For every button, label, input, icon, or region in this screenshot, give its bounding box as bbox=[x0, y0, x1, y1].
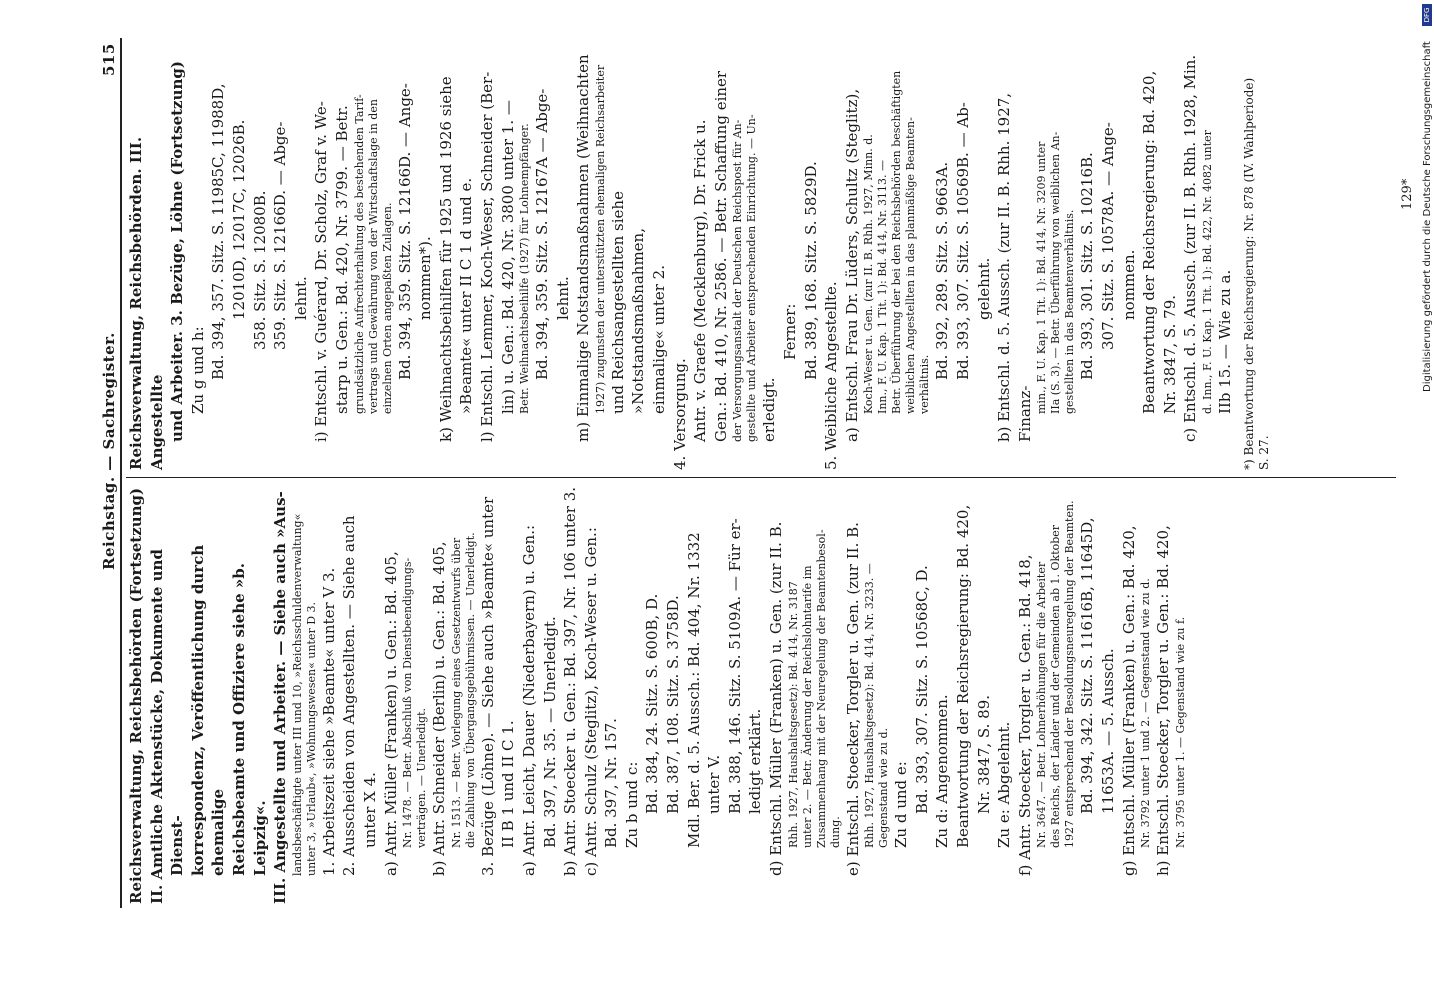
note-line: Zusammenhang mit der Neuregelung der Beamtenbesol- bbox=[814, 529, 828, 848]
footnote: S. 27. bbox=[1256, 435, 1271, 470]
list-item: a) Entschl. Frau Dr. Lüders, Schultz (Steglitz), bbox=[842, 88, 861, 442]
list-item: Ferner: bbox=[781, 303, 800, 360]
list-item: Reichsbeamte und Offiziere siehe »b. Leipzig«. bbox=[229, 563, 269, 876]
list-item: Bd. 394, 359. Sitz. S. 12167A — Abge- bbox=[533, 88, 552, 380]
list-item: 11653A. — 5. Aussch. bbox=[1098, 648, 1117, 814]
note-line: Nr. 1513. — Betr. Vorlegung eines Gesetzentwurfs über bbox=[449, 537, 463, 848]
list-item: II B 1 und II C 1. bbox=[499, 720, 518, 848]
sheet-signature: 129* bbox=[1400, 178, 1415, 210]
left-column bbox=[126, 484, 1188, 904]
note-line: gestellten in das Beamtenverhältnis. bbox=[1063, 209, 1077, 414]
list-item: Bd. 397, Nr. 157. bbox=[602, 718, 621, 848]
digitization-credit: Digitalisierung gefördert durch die Deutsche Forschungsgemeinschaft bbox=[1422, 41, 1433, 392]
list-item: Beantwortung der Reichsregierung: Bd. 420, bbox=[954, 504, 972, 848]
list-item: e) Entschl. Stoecker, Torgler u. Gen. (zur II. B. bbox=[843, 522, 862, 876]
note-line: vertrags und Gewährung von der Wirtschaftslage in den bbox=[366, 99, 380, 414]
note-line: IIa (S. 3). — Betr. Überführung von weiblichen An- bbox=[1049, 131, 1063, 414]
note-line: weiblichen Angestellten in das planmäßige Beamten- bbox=[904, 117, 918, 414]
note-line: grundsätzliche Aufrechterhaltung des bestehenden Tarif- bbox=[352, 94, 366, 414]
note-line: Gegenstand wie zu d. bbox=[877, 727, 891, 848]
list-item: 359. Sitz. S. 12166D. — Abge- bbox=[271, 121, 290, 350]
note-line: dung. bbox=[828, 816, 842, 848]
list-item: ledigt erklärt. bbox=[746, 708, 765, 814]
note-line: Betr. Überführung der bei den Reichsbehörden beschäftigten bbox=[890, 70, 904, 414]
list-item: a) Antr. Müller (Franken) u. Gen.: Bd. 405, bbox=[381, 551, 400, 876]
note-line: Rhh. 1927, Haushaltsgesetz): Bd. 414, Nr. 3187 bbox=[786, 581, 800, 848]
list-item: Zu g und h: bbox=[188, 326, 207, 414]
list-item: Nr. 3847, S. 79. bbox=[1160, 294, 1179, 414]
note-line: einzelnen Orten angepaßten Zulagen. bbox=[380, 202, 394, 414]
note-line: Nr. 3792 unter 1 und 2. — Gegenstand wie zu d. bbox=[1139, 578, 1153, 848]
list-item: nommen*). bbox=[416, 236, 435, 320]
note-line: Inn., F. U. Kap. 1 Tit. 1): Bd. 414, Nr. 3113. — bbox=[876, 160, 890, 414]
section-heading: 4. Versorgung. bbox=[670, 358, 689, 470]
list-item: Antr. v. Graefe (Mecklenburg), Dr. Frick u. bbox=[691, 119, 710, 442]
note-line: Nr. 3647. — Betr. Lohnerhöhungen für die Arbeiter bbox=[1035, 561, 1049, 848]
note-line: die Zahlung von Übergangsgebührnissen. — Unerledigt. bbox=[463, 532, 477, 848]
list-item: 1. Arbeitszeit siehe »Beamte« unter V 3. bbox=[319, 567, 338, 876]
list-item: Zu d: Angenommen. bbox=[933, 694, 952, 848]
list-item: lin) u. Gen.: Bd. 420, Nr. 3800 unter 1. — bbox=[498, 100, 517, 414]
list-item: l) Entschl. Lemmer, Koch-Weser, Schneider (Ber- bbox=[477, 71, 496, 442]
note-line: 1927 entsprechend der Besoldungsneuregelung der Beamten. bbox=[1063, 500, 1077, 848]
note-line: 1927) zugunsten der unterstützten ehemaligen Reichsarbeiter bbox=[593, 64, 607, 414]
list-item: Bd. 388, 146. Sitz. S. 5109A. — Für er- bbox=[725, 518, 744, 814]
list-item: Gen.: Bd. 410, Nr. 2586. — Betr. Schaffung einer bbox=[711, 70, 730, 442]
list-item: IIb 15. — Wie zu a. bbox=[1215, 269, 1234, 414]
list-item: h) Entschl. Stoecker, Torgler u. Gen.: Bd. 420, bbox=[1154, 525, 1173, 876]
note-line: min., F. U. Kap. 1 Tit. 1): Bd. 414, Nr. 3209 unter bbox=[1035, 141, 1049, 414]
note-line: verhältnis. bbox=[918, 354, 932, 414]
list-item: einmalige« unter 2. bbox=[650, 265, 669, 414]
list-item: c) Entschl. d. 5. Aussch. (zur II. B. Rhh. 1928, Min. bbox=[1181, 54, 1200, 442]
section-heading: Reichsverwaltung, Reichsbehörden. III. Angestellte bbox=[127, 136, 166, 470]
note-line: Rhh. 1927, Haushaltsgesetz): Bd. 414, Nr. 3233. — bbox=[863, 563, 877, 848]
footnote: *) Beantwortung der Reichsregierung: Nr. 878 (IV. Wahlperiode) bbox=[1241, 77, 1256, 470]
list-item: k) Weihnachtsbeihilfen für 1925 und 1926 siehe bbox=[436, 76, 455, 442]
list-item: »Beamte« unter II C 1 d und e. bbox=[457, 177, 476, 414]
column-divider bbox=[126, 477, 1396, 478]
list-item: b) Antr. Schneider (Berlin) u. Gen.: Bd. 405, bbox=[430, 541, 449, 876]
note-line: Koch-Weser u. Gen. (zur II. B. Rhh. 1927, Minn. d. bbox=[862, 134, 876, 414]
note-line: d. Inn., F. U. Kap. 1 Tit. 1): Bd. 422, Nr. 4082 unter bbox=[1200, 130, 1214, 414]
list-item: 2. Ausscheiden von Angestellten. — Siehe auch bbox=[340, 515, 359, 876]
list-item: c) Antr. Schulz (Steglitz), Koch-Weser u. Gen.: bbox=[581, 527, 600, 876]
section-heading: 5. Weibliche Angestellte. bbox=[822, 281, 841, 470]
list-item: g) Entschl. Müller (Franken) u. Gen.: Bd. 420, bbox=[1119, 525, 1138, 876]
list-item: Mdl. Ber. d. 5. Aussch.: Bd. 404, Nr. 1332 bbox=[684, 532, 703, 848]
list-item: nommen. bbox=[1119, 249, 1138, 320]
list-item: Zu d und e: bbox=[892, 761, 911, 848]
note-line: gestellte und Arbeiter entsprechenden Einrichtung. — Un- bbox=[745, 114, 759, 442]
list-item: 358. Sitz. S. 12080B. bbox=[250, 190, 269, 350]
list-item: Bd. 392, 289. Sitz. S. 9663A. bbox=[933, 161, 952, 380]
list-item: Bd. 394, 357. Sitz. S. 11985C, 11988D, bbox=[209, 83, 228, 380]
list-item: Bd. 393, 307. Sitz. S. 10569B. — Ab- bbox=[954, 102, 972, 380]
list-item: Zu b und c: bbox=[622, 761, 641, 848]
list-item: gelehnt. bbox=[974, 257, 993, 320]
note-line: des Reichs, der Länder und der Gemeinden ab 1. Oktober bbox=[1049, 524, 1063, 848]
list-item: starp u. Gen.: Bd. 420, Nr. 3799. — Betr. bbox=[332, 105, 351, 414]
list-item: II. Amtliche Aktenstücke, Dokumente und Dienst- bbox=[147, 549, 187, 904]
list-item: lehnt. bbox=[553, 276, 572, 320]
list-item: a) Antr. Leicht, Dauer (Niederbayern) u. Gen.: bbox=[519, 524, 538, 876]
list-item: III. Angestellte und Arbeiter. — Siehe auch »Aus- bbox=[271, 491, 290, 904]
list-item: m) Einmalige Notstandsmaßnahmen (Weihnachten bbox=[574, 54, 593, 442]
list-item: Bd. 384, 24. Sitz. S. 600B, D. bbox=[643, 593, 662, 814]
list-item: korrespondenz, Veröffentlichung durch ehemalige bbox=[188, 544, 228, 876]
list-item: und Reichsangestellten siehe »Notstandsmaßnahmen, bbox=[608, 191, 648, 414]
note-line: unter 2. — Betr. Änderung der Reichslohntarife im bbox=[800, 565, 814, 848]
dfg-logo-icon: DFG bbox=[1422, 4, 1432, 26]
list-item: b) Entschl. d. 5. Aussch. (zur II. B. Rhh. 1927, Finanz- bbox=[995, 92, 1034, 442]
right-column bbox=[126, 50, 1272, 470]
note-line: Betr. Weihnachtsbeihilfe (1927) für Lohnempfänger. bbox=[518, 123, 532, 414]
list-item: 3. Bezüge (Löhne). — Siehe auch »Beamte« unter bbox=[478, 496, 497, 876]
list-item: Bd. 389, 168. Sitz. S. 5829D. bbox=[801, 161, 820, 380]
list-item: Bd. 394, 359. Sitz. S. 12166D. — Ange- bbox=[395, 83, 414, 380]
section-heading: Reichsverwaltung, Reichsbehörden (Fortsetzung) bbox=[127, 487, 145, 904]
list-item: Bd. 394, 342. Sitz. S. 11616B, 11645D, bbox=[1078, 517, 1097, 814]
list-item: erledigt. bbox=[760, 377, 779, 442]
list-item: lehnt. bbox=[291, 276, 310, 320]
list-item: 307. Sitz. S. 10578A. — Ange- bbox=[1098, 122, 1117, 350]
list-item: b) Antr. Stoecker u. Gen.: Bd. 397, Nr. 106 unter 3. bbox=[561, 486, 580, 876]
list-item: Beantwortung der Reichsregierung: Bd. 420, bbox=[1140, 70, 1159, 414]
running-title: Reichstag. — Sachregister. bbox=[100, 332, 118, 570]
list-item: i) Entschl. v. Guérard, Dr. Scholz, Graf v. We- bbox=[312, 101, 331, 442]
section-heading: und Arbeiter. 3. Bezüge, Löhne (Fortsetzung) bbox=[168, 61, 187, 442]
list-item: Bd. 387, 108. Sitz. S. 3758D. bbox=[664, 595, 683, 814]
note-line: Nr. 1478. — Betr. Abschluß von Dienstbeendigungs- bbox=[401, 557, 415, 848]
list-item: f) Antr. Stoecker, Torgler u. Gen.: Bd. 418, bbox=[1015, 554, 1034, 876]
list-item: Zu e: Abgelehnt. bbox=[995, 721, 1014, 848]
list-item: unter V. bbox=[705, 754, 724, 814]
list-item: Bd. 393, 307. Sitz. S. 10568C, D. bbox=[912, 565, 931, 814]
page-number: 515 bbox=[100, 43, 118, 76]
note-line: Nr. 3795 unter 1. — Gegenstand wie zu f. bbox=[1173, 616, 1187, 848]
list-item: Nr. 3847, S. 89. bbox=[974, 694, 993, 814]
list-item: unter X 4. bbox=[360, 772, 379, 848]
note-line: verträgen. — Unerledigt. bbox=[415, 707, 429, 848]
note-line: landsbeschäftigte unter III und 10, »Reichsschuldenverwaltung« bbox=[290, 513, 304, 876]
list-item: Bd. 397, Nr. 35. — Unerledigt. bbox=[540, 616, 559, 848]
list-item: d) Entschl. Müller (Franken) u. Gen. (zur II. B. bbox=[767, 521, 786, 876]
list-item: 12010D, 12017C, 12026B. bbox=[229, 119, 248, 320]
header-rule bbox=[120, 38, 122, 908]
note-line: der Versorgungsanstalt der Deutschen Reichspost für An- bbox=[731, 119, 745, 442]
list-item: Bd. 393, 301. Sitz. S. 10216B. bbox=[1078, 152, 1097, 380]
note-line: unter 3, »Urlaub«, »Wohnungswesen« unter D 3. bbox=[304, 601, 318, 876]
